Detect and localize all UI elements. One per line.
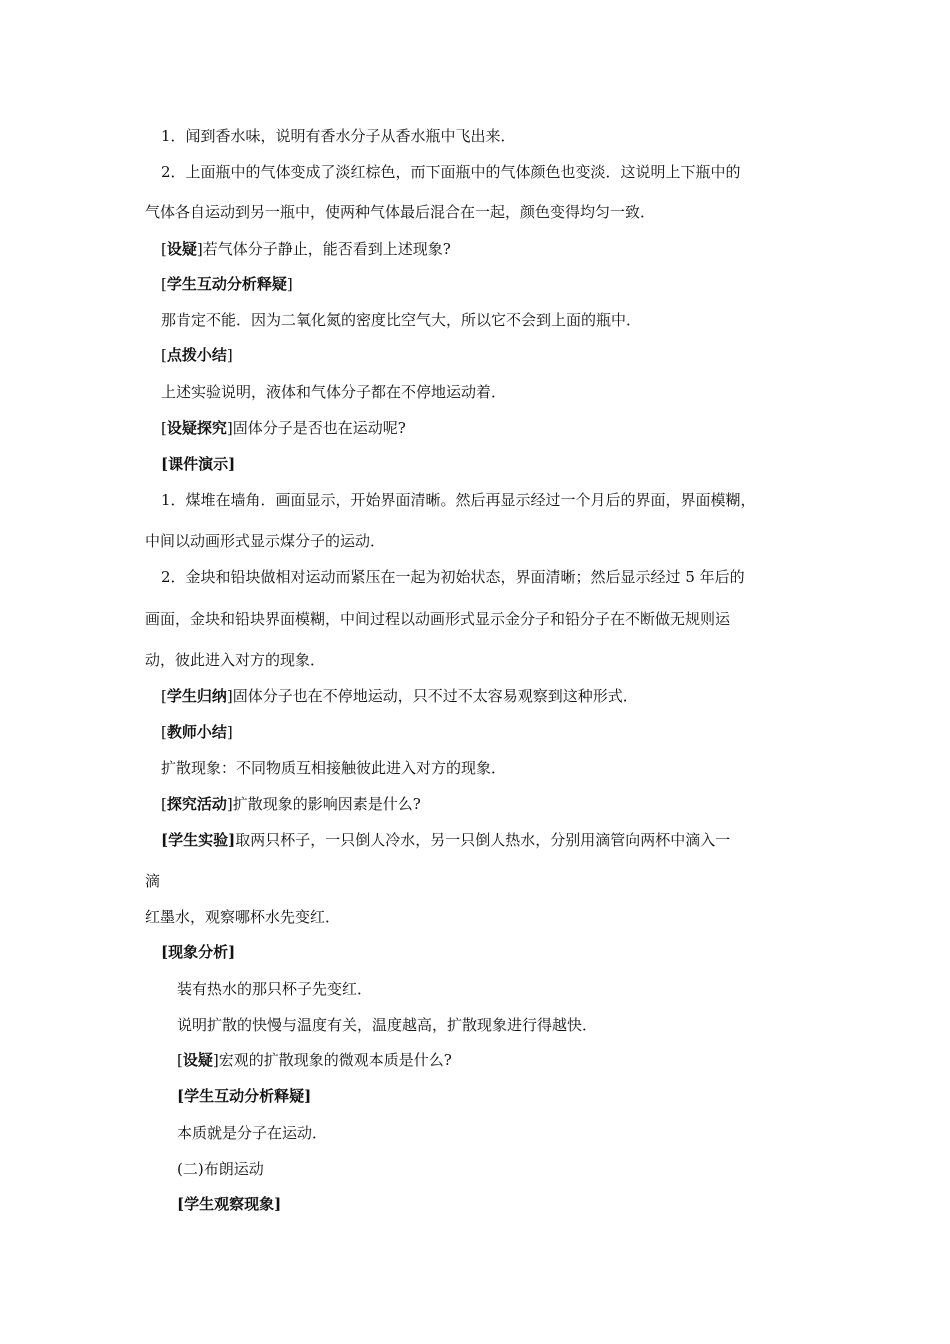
text-line: 扩散现象：不同物质互相接触彼此进入对方的现象．	[161, 759, 507, 777]
bold-label: 学生互动分析释疑	[166, 275, 287, 293]
paragraph-label-line: [学生实验]取两只杯子，一只倒人冷水，另一只倒人热水，分别用滴管向两杯中滴入一	[161, 831, 731, 849]
paragraph-label-line	[177, 1197, 281, 1212]
bold-label: 探究活动	[166, 795, 227, 813]
bold-label: 教师小结	[166, 723, 227, 741]
text-line: 2．上面瓶中的气体变成了淡红棕色，而下面瓶中的气体颜色也变淡．这说明上下瓶中的	[161, 163, 741, 181]
text-line: 2．金块和铅块做相对运动而紧压在一起为初始状态，界面清晰；然后显示经过 5 年后的	[161, 568, 745, 586]
paragraph-label-line: [学生互动分析释疑]	[161, 275, 293, 293]
text-line: 本质就是分子在运动．	[177, 1124, 328, 1142]
paragraph-label-line: [探究活动]扩散现象的影响因素是什么?	[161, 795, 421, 813]
paragraph-label-line	[161, 945, 235, 960]
paragraph-label-line: [设疑]若气体分子静止，能否看到上述现象?	[161, 240, 451, 258]
bold-label: [现象分析]	[161, 943, 236, 961]
bold-label: 学生归纳	[166, 687, 227, 705]
bold-label: 点拨小结	[166, 346, 227, 364]
text-line: 气体各自运动到另一瓶中，使两种气体最后混合在一起，颜色变得均匀一致．	[145, 203, 656, 221]
text-line: (二)布朗运动	[177, 1160, 264, 1178]
text-line: 1．煤堆在墙角．画面显示，开始界面清晰。然后再显示经过一个月后的界面，界面模糊，	[161, 491, 756, 509]
text-line: 上述实验说明，液体和气体分子都在不停地运动着．	[161, 383, 507, 401]
text-line: 说明扩散的快慢与温度有关，温度越高，扩散现象进行得越快．	[177, 1016, 598, 1034]
paragraph-label-line: [设疑探究]固体分子是否也在运动呢?	[161, 419, 406, 437]
bold-label: [学生观察现象]	[177, 1195, 282, 1213]
bold-label: [学生互动分析释疑]	[177, 1087, 312, 1105]
paragraph-label-line	[177, 1089, 311, 1104]
text-line: 1．闻到香水味，说明有香水分子从香水瓶中飞出来．	[161, 127, 516, 145]
paragraph-label-line: [教师小结]	[161, 723, 233, 741]
bold-label: [课件演示]	[161, 455, 236, 473]
bold-label: 设疑	[166, 240, 197, 258]
paragraph-label-line: [设疑]宏观的扩散现象的微观本质是什么?	[177, 1051, 452, 1069]
paragraph-label-line	[161, 457, 235, 472]
text-line: 画面，金块和铅块界面模糊，中间过程以动画形式显示金分子和铅分子在不断做无规则运	[145, 610, 731, 628]
text-line: 装有热水的那只杯子先变红．	[177, 980, 373, 998]
text-line: 中间以动画形式显示煤分子的运动．	[145, 532, 386, 550]
bold-label: [学生实验]	[161, 831, 236, 849]
paragraph-label-line: [学生归纳]固体分子也在不停地运动，只不过不太容易观察到这种形式．	[161, 687, 638, 705]
bold-label: 设疑探究	[166, 419, 227, 437]
bold-label: 设疑	[182, 1051, 213, 1069]
text-line: 动，彼此进入对方的现象．	[145, 651, 326, 669]
text-line: 红墨水，观察哪杯水先变红．	[145, 908, 341, 926]
text-line: 那肯定不能．因为二氧化氮的密度比空气大，所以它不会到上面的瓶中．	[161, 311, 642, 329]
paragraph-label-line: [点拨小结]	[161, 346, 233, 364]
text-line: 滴	[145, 872, 161, 890]
